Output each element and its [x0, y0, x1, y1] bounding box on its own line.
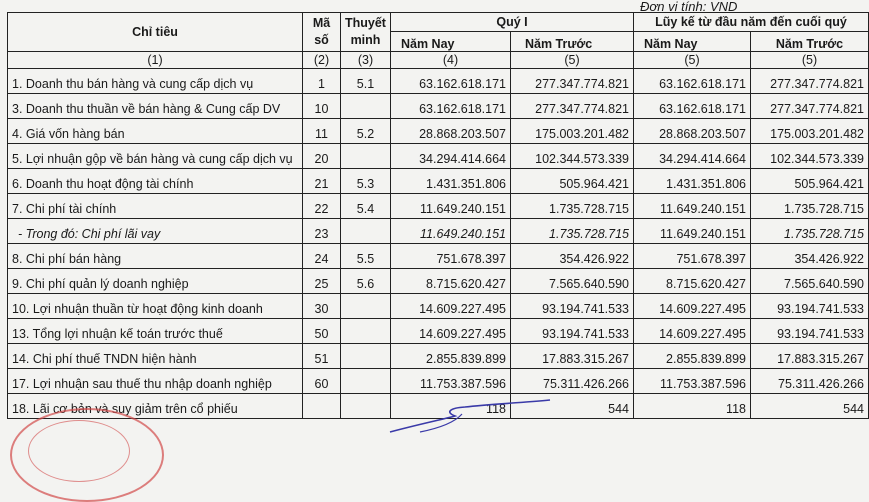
row-ytd-this-year: 34.294.414.664 [633, 144, 750, 169]
row-ytd-last-year: 93.194.741.533 [750, 294, 868, 319]
table-row-sub-item [8, 219, 869, 244]
row-code: 21 [303, 169, 341, 194]
row-quarter-this-year: 63.162.618.171 [390, 94, 510, 119]
row-note [341, 394, 391, 419]
row-label: 3. Doanh thu thuần về bán hàng & Cung cấp DV [8, 94, 303, 119]
row-quarter-this-year: 28.868.203.507 [390, 119, 510, 144]
row-quarter-this-year: 34.294.414.664 [390, 144, 510, 169]
unit-label: Đơn vị tính: VND [640, 0, 738, 14]
header-quarter-this-year: Năm Nay [390, 32, 510, 52]
table-row [8, 344, 869, 369]
row-ytd-this-year: 2.855.839.899 [633, 344, 750, 369]
row-quarter-last-year: 93.194.741.533 [510, 294, 633, 319]
table-row [8, 369, 869, 394]
row-ytd-this-year: 11.649.240.151 [633, 219, 750, 244]
header-code-line1: Mã [312, 16, 331, 30]
row-code: 10 [303, 94, 341, 119]
row-quarter-this-year: 118 [390, 394, 510, 419]
index-2: (2) [303, 52, 341, 69]
index-6: (5) [633, 52, 750, 69]
row-quarter-last-year: 175.003.201.482 [510, 119, 633, 144]
header-ytd-last-year: Năm Trước [750, 32, 868, 52]
row-label: - Trong đó: Chi phí lãi vay [8, 219, 303, 244]
row-code: 25 [303, 269, 341, 294]
row-ytd-last-year: 75.311.426.266 [750, 369, 868, 394]
row-ytd-this-year: 14.609.227.495 [633, 294, 750, 319]
row-ytd-last-year: 544 [750, 394, 868, 419]
row-ytd-this-year: 11.649.240.151 [633, 194, 750, 219]
row-quarter-last-year: 75.311.426.266 [510, 369, 633, 394]
row-ytd-last-year: 1.735.728.715 [750, 219, 868, 244]
row-note [341, 319, 391, 344]
row-quarter-last-year: 102.344.573.339 [510, 144, 633, 169]
table-row [8, 244, 869, 269]
header-indicator: Chỉ tiêu [8, 13, 303, 52]
row-ytd-this-year: 8.715.620.427 [633, 269, 750, 294]
row-quarter-last-year: 354.426.922 [510, 244, 633, 269]
row-label: 1. Doanh thu bán hàng và cung cấp dịch vụ [8, 69, 303, 94]
row-code: 22 [303, 194, 341, 219]
row-quarter-this-year: 14.609.227.495 [390, 294, 510, 319]
row-ytd-this-year: 63.162.618.171 [633, 69, 750, 94]
row-ytd-last-year: 1.735.728.715 [750, 194, 868, 219]
row-code: 51 [303, 344, 341, 369]
row-quarter-this-year: 63.162.618.171 [390, 69, 510, 94]
row-note: 5.1 [341, 69, 391, 94]
row-code: 50 [303, 319, 341, 344]
row-quarter-last-year: 1.735.728.715 [510, 219, 633, 244]
row-quarter-last-year: 93.194.741.533 [510, 319, 633, 344]
row-code: 60 [303, 369, 341, 394]
row-quarter-this-year: 8.715.620.427 [390, 269, 510, 294]
row-ytd-this-year: 751.678.397 [633, 244, 750, 269]
row-ytd-last-year: 102.344.573.339 [750, 144, 868, 169]
header-group-ytd: Lũy kế từ đầu năm đến cuối quý [633, 13, 868, 32]
row-quarter-last-year: 277.347.774.821 [510, 69, 633, 94]
row-ytd-this-year: 63.162.618.171 [633, 94, 750, 119]
row-ytd-last-year: 277.347.774.821 [750, 69, 868, 94]
row-ytd-last-year: 7.565.640.590 [750, 269, 868, 294]
table-row [8, 94, 869, 119]
header-quarter-last-year: Năm Trước [510, 32, 633, 52]
row-ytd-this-year: 118 [633, 394, 750, 419]
row-label: 4. Giá vốn hàng bán [8, 119, 303, 144]
row-quarter-last-year: 17.883.315.267 [510, 344, 633, 369]
header-note-line2: minh [350, 33, 381, 47]
index-5: (5) [510, 52, 633, 69]
row-quarter-last-year: 7.565.640.590 [510, 269, 633, 294]
table-row [8, 294, 869, 319]
table-body [8, 69, 869, 419]
table-row [8, 394, 869, 419]
company-stamp-icon [10, 408, 164, 502]
header-note [341, 13, 391, 52]
row-code: 11 [303, 119, 341, 144]
header-code-line2: số [314, 33, 329, 47]
row-quarter-this-year: 751.678.397 [390, 244, 510, 269]
table-row [8, 119, 869, 144]
header-group-quarter: Quý I [390, 13, 633, 32]
row-quarter-this-year: 2.855.839.899 [390, 344, 510, 369]
row-code: 23 [303, 219, 341, 244]
row-quarter-this-year: 11.649.240.151 [390, 219, 510, 244]
row-code: 30 [303, 294, 341, 319]
row-note: 5.3 [341, 169, 391, 194]
row-ytd-last-year: 505.964.421 [750, 169, 868, 194]
row-note: 5.6 [341, 269, 391, 294]
row-note [341, 344, 391, 369]
row-ytd-last-year: 175.003.201.482 [750, 119, 868, 144]
row-code: 24 [303, 244, 341, 269]
income-statement-table [7, 12, 869, 419]
row-label: 14. Chi phí thuế TNDN hiện hành [8, 344, 303, 369]
row-quarter-this-year: 1.431.351.806 [390, 169, 510, 194]
row-note: 5.2 [341, 119, 391, 144]
row-quarter-last-year: 505.964.421 [510, 169, 633, 194]
row-label: 8. Chi phí bán hàng [8, 244, 303, 269]
row-ytd-last-year: 17.883.315.267 [750, 344, 868, 369]
row-ytd-this-year: 1.431.351.806 [633, 169, 750, 194]
row-label: 6. Doanh thu hoạt động tài chính [8, 169, 303, 194]
row-ytd-this-year: 14.609.227.495 [633, 319, 750, 344]
table-row [8, 269, 869, 294]
row-label: 13. Tổng lợi nhuận kế toán trước thuế [8, 319, 303, 344]
index-3: (3) [341, 52, 391, 69]
row-code [303, 394, 341, 419]
row-label: 17. Lợi nhuận sau thuế thu nhập doanh nghiệp [8, 369, 303, 394]
row-ytd-last-year: 354.426.922 [750, 244, 868, 269]
table-row [8, 69, 869, 94]
row-note: 5.4 [341, 194, 391, 219]
table-row [8, 194, 869, 219]
row-note: 5.5 [341, 244, 391, 269]
row-ytd-last-year: 277.347.774.821 [750, 94, 868, 119]
row-code: 20 [303, 144, 341, 169]
index-1: (1) [8, 52, 303, 69]
header-code [303, 13, 341, 52]
row-quarter-this-year: 11.753.387.596 [390, 369, 510, 394]
index-4: (4) [390, 52, 510, 69]
row-label: 9. Chi phí quản lý doanh nghiệp [8, 269, 303, 294]
row-quarter-last-year: 277.347.774.821 [510, 94, 633, 119]
row-label: 18. Lãi cơ bản và suy giảm trên cổ phiếu [8, 394, 303, 419]
company-stamp-inner-ring-icon [28, 420, 130, 482]
row-label: 10. Lợi nhuận thuần từ hoạt động kinh doanh [8, 294, 303, 319]
row-note [341, 94, 391, 119]
row-quarter-this-year: 11.649.240.151 [390, 194, 510, 219]
row-note [341, 144, 391, 169]
row-ytd-this-year: 28.868.203.507 [633, 119, 750, 144]
table-row [8, 169, 869, 194]
header-note-line1: Thuyết [345, 16, 386, 30]
row-ytd-last-year: 93.194.741.533 [750, 319, 868, 344]
row-note [341, 294, 391, 319]
row-quarter-this-year: 14.609.227.495 [390, 319, 510, 344]
row-code: 1 [303, 69, 341, 94]
row-note [341, 369, 391, 394]
row-label: 5. Lợi nhuận gộp về bán hàng và cung cấp dịch vụ [8, 144, 303, 169]
row-quarter-last-year: 1.735.728.715 [510, 194, 633, 219]
table-row [8, 144, 869, 169]
row-label: 7. Chi phí tài chính [8, 194, 303, 219]
row-note [341, 219, 391, 244]
table-row [8, 319, 869, 344]
header-ytd-this-year: Năm Nay [633, 32, 750, 52]
row-ytd-this-year: 11.753.387.596 [633, 369, 750, 394]
index-7: (5) [750, 52, 868, 69]
row-quarter-last-year: 544 [510, 394, 633, 419]
